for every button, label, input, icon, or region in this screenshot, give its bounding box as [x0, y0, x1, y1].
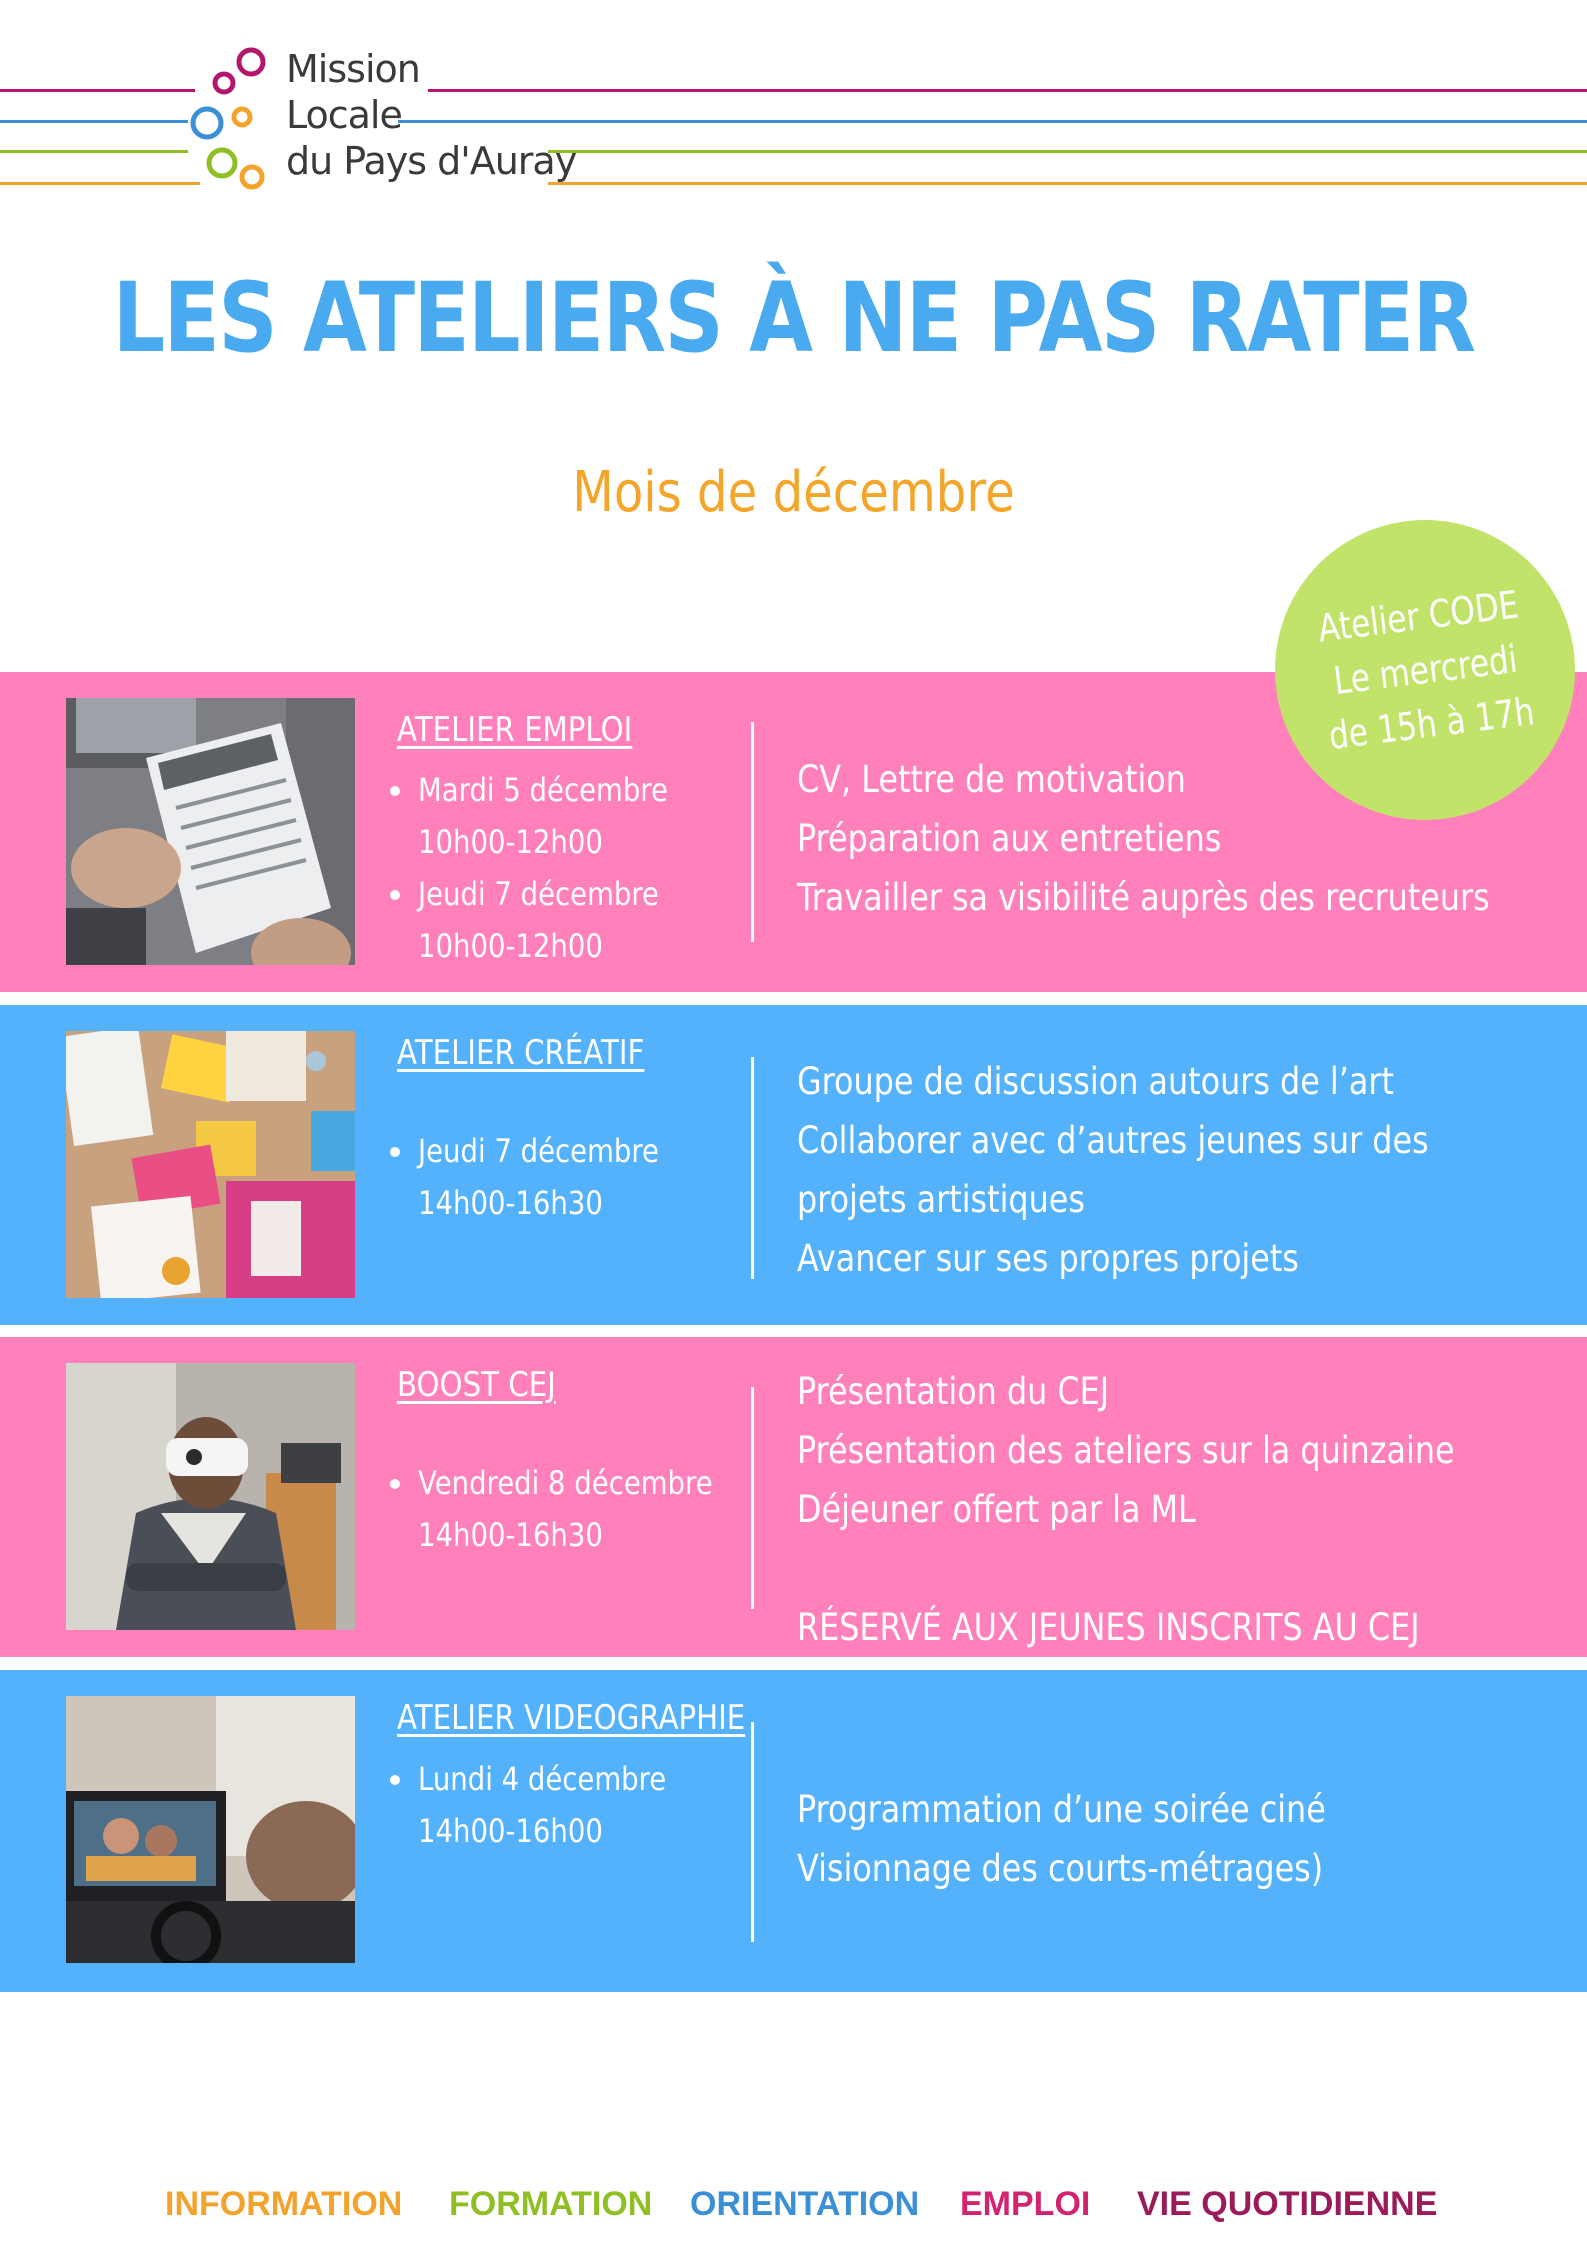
- bullet-icon: [390, 786, 400, 796]
- brand-line-magenta: [0, 89, 195, 92]
- restriction-note: RÉSERVÉ AUX JEUNES INSCRITS AU CEJ: [797, 1606, 1420, 1649]
- badge-line: de 15h à 17h: [1326, 689, 1537, 759]
- bullet-icon: [390, 1775, 400, 1785]
- schedule-list: [388, 1753, 728, 1857]
- logo-wordmark: [286, 46, 576, 184]
- page-title: LES ATELIERS À NE PAS RATER: [112, 262, 1475, 374]
- topic-item: Présentation du CEJ: [797, 1370, 1110, 1413]
- schedule-day: Mardi 5 décembre: [418, 771, 668, 809]
- schedule-time-row: [388, 920, 728, 972]
- brand-line-orange: [0, 182, 200, 185]
- schedule-time: 14h00-16h30: [418, 1516, 603, 1554]
- schedule-day: Vendredi 8 décembre: [418, 1464, 713, 1502]
- topic-item: Travailler sa visibilité auprès des recruteurs: [797, 876, 1490, 919]
- video-camera-photo: [66, 1696, 355, 1963]
- topic-item: Déjeuner offert par la ML: [797, 1488, 1196, 1531]
- brand-line-green: [548, 150, 1587, 153]
- bullet-icon: [390, 1479, 400, 1489]
- section-boost-cej: [0, 1337, 1587, 1657]
- schedule-time: 10h00-12h00: [418, 823, 603, 861]
- topic-item: Avancer sur ses propres projets: [797, 1237, 1299, 1280]
- schedule-item: [388, 1457, 728, 1509]
- section-title: ATELIER CRÉATIF: [397, 1033, 645, 1073]
- footer-item-emploi: EMPLOI: [960, 2185, 1091, 2223]
- divider: [751, 1722, 754, 1942]
- section-title: ATELIER EMPLOI: [397, 710, 633, 750]
- schedule-day: Lundi 4 décembre: [418, 1760, 667, 1798]
- schedule-time-row: [388, 1805, 728, 1857]
- topic-item: CV, Lettre de motivation: [797, 758, 1186, 801]
- page-subtitle: Mois de décembre: [572, 460, 1015, 525]
- creative-photo: [66, 1031, 355, 1298]
- schedule-list: [388, 764, 728, 972]
- topic-item: Visionnage des courts-métrages): [797, 1847, 1324, 1890]
- schedule-time-row: [388, 1177, 728, 1229]
- footer-item-information: INFORMATION: [165, 2185, 403, 2223]
- brand-line-blue: [398, 120, 1587, 123]
- logo-line: Mission: [286, 47, 420, 91]
- divider: [751, 1387, 754, 1609]
- brand-line-magenta: [428, 89, 1587, 92]
- schedule-time-row: [388, 1509, 728, 1561]
- schedule-day: Jeudi 7 décembre: [418, 1132, 659, 1170]
- schedule-item: [388, 764, 728, 816]
- schedule-time-row: [388, 816, 728, 868]
- topic-item: Programmation d’une soirée ciné: [797, 1788, 1326, 1831]
- badge-line: Atelier CODE: [1315, 582, 1522, 651]
- schedule-time: 14h00-16h30: [418, 1184, 603, 1222]
- logo-rings-icon: [188, 45, 273, 195]
- topic-list: [797, 1362, 1557, 1657]
- divider: [751, 1057, 754, 1279]
- footer-item-vie-quotidienne: VIE QUOTIDIENNE: [1137, 2185, 1438, 2223]
- brand-line-blue: [0, 120, 188, 123]
- topic-list: [797, 1052, 1557, 1288]
- topic-item: Présentation des ateliers sur la quinzaine: [797, 1429, 1455, 1472]
- section-atelier-videographie: [0, 1670, 1587, 1992]
- topic-item: Préparation aux entretiens: [797, 817, 1222, 860]
- code-workshop-badge: [1275, 520, 1575, 820]
- section-title: ATELIER VIDEOGRAPHIE: [397, 1698, 746, 1738]
- vr-headset-photo: [66, 1363, 355, 1630]
- schedule-time: 10h00-12h00: [418, 927, 603, 965]
- resume-photo: [66, 698, 355, 965]
- logo-line: du Pays d'Auray: [286, 139, 577, 183]
- topic-list: [797, 1780, 1557, 1898]
- section-atelier-creatif: [0, 1005, 1587, 1325]
- topic-item: Groupe de discussion autours de l’art: [797, 1060, 1394, 1103]
- topic-item: Collaborer avec d’autres jeunes sur des: [797, 1119, 1429, 1162]
- bullet-icon: [390, 890, 400, 900]
- schedule-item: [388, 1125, 728, 1177]
- schedule-day: Jeudi 7 décembre: [418, 875, 659, 913]
- section-title: BOOST CEJ: [397, 1365, 556, 1405]
- bullet-icon: [390, 1147, 400, 1157]
- brand-line-green: [0, 150, 188, 153]
- schedule-time: 14h00-16h00: [418, 1812, 603, 1850]
- logo-line: Locale: [286, 93, 402, 137]
- schedule-list: [388, 1125, 728, 1229]
- footer-item-formation: FORMATION: [449, 2185, 653, 2223]
- schedule-list: [388, 1457, 728, 1561]
- schedule-item: [388, 1753, 728, 1805]
- schedule-item: [388, 868, 728, 920]
- brand-line-orange: [548, 182, 1587, 185]
- topic-item: projets artistiques: [797, 1178, 1085, 1221]
- topic-item: [797, 1539, 1557, 1598]
- footer-item-orientation: ORIENTATION: [690, 2185, 920, 2223]
- divider: [751, 722, 754, 942]
- badge-line: Le mercredi: [1330, 636, 1520, 704]
- footer-categories: [0, 2185, 1587, 2235]
